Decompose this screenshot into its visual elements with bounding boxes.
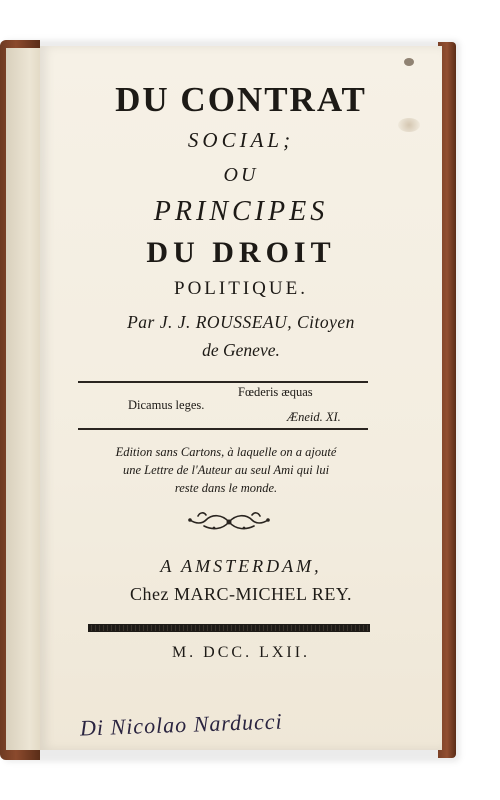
title-line-1: DU CONTRAT — [115, 80, 367, 119]
epigraph-left: Dicamus leges. — [128, 398, 205, 412]
epigraph-rule-top — [78, 381, 368, 383]
title-line-6: POLITIQUE. — [174, 278, 308, 299]
epigraph-source: Æneid. XI. — [287, 410, 341, 424]
facing-page-edge — [6, 48, 40, 750]
imprint-year: M. DCC. LXII. — [171, 644, 311, 661]
imprint-publisher: Chez MARC-MICHEL REY. — [130, 584, 352, 604]
edition-note-line-1: Edition sans Cartons, à laquelle on a ajouté — [115, 445, 337, 459]
imprint-rule — [88, 624, 370, 632]
ownership-signature: Di Nicolao Narducci — [79, 708, 284, 741]
title-line-5: DU DROIT — [146, 236, 336, 269]
title-line-3: OU — [223, 164, 259, 186]
epigraph-rule-bottom — [78, 428, 368, 430]
epigraph-right: Fœderis æquas — [238, 385, 313, 399]
edition-note — [76, 443, 376, 497]
title-line-4: PRINCIPES — [153, 196, 329, 227]
fleuron-ornament-icon — [184, 508, 274, 538]
edition-note-line-2: une Lettre de l'Auteur au seul Ami qui lui — [122, 463, 330, 477]
title-line-2: SOCIAL; — [187, 128, 295, 152]
edition-note-line-3: reste dans le monde. — [174, 481, 278, 495]
paper-spot — [404, 58, 414, 66]
author-line: Par J. J. ROUSSEAU, Citoyen — [127, 312, 355, 332]
imprint-place: A AMSTERDAM, — [160, 556, 322, 576]
author-line-2: de Geneve. — [202, 340, 280, 360]
